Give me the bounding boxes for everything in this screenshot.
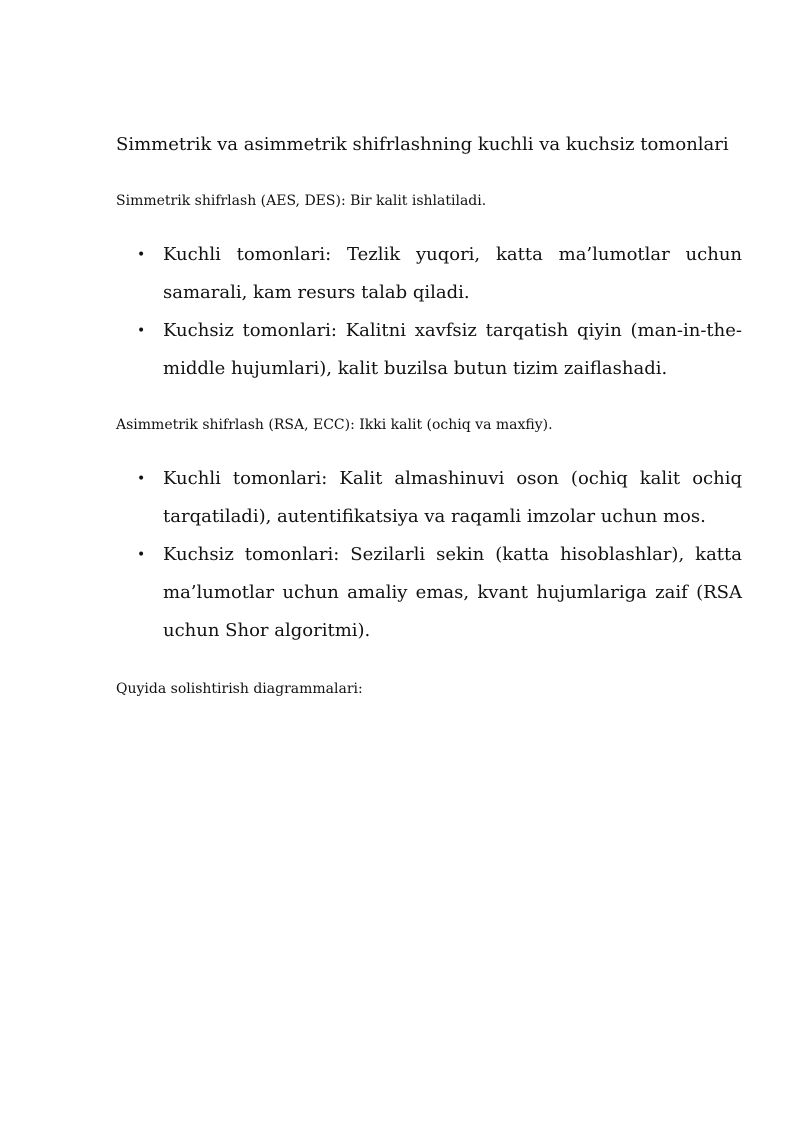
asymmetric-list	[0, 460, 742, 650]
symmetric-weaknesses: Kuchsiz tomonlari: Kalitni xavfsiz tarqatish qiyin (man-in-the-middle hujumlari), kalit buzilsa butun tizim zaiflashadi.	[163, 320, 742, 379]
list-item	[137, 460, 742, 536]
bullet-icon: •	[137, 247, 146, 263]
document-title: Simmetrik va asimmetrik shifrlashning kuchli va kuchsiz tomonlari	[116, 134, 729, 155]
diagram-intro: Quyida solishtirish diagrammalari:	[116, 681, 363, 697]
asymmetric-weaknesses: Kuchsiz tomonlari: Sezilarli sekin (katta hisoblashlar), katta ma’lumotlar uchun amaliy emas, kvant hujumlariga zaif (RSA uchun Shor algoritmi).	[163, 544, 742, 641]
symmetric-heading: Simmetrik shifrlash (AES, DES): Bir kalit ishlatiladi.	[116, 193, 487, 209]
bullet-icon: •	[137, 471, 146, 487]
symmetric-list	[0, 236, 742, 388]
bullet-icon: •	[137, 547, 146, 563]
list-item	[137, 536, 742, 650]
asymmetric-strengths: Kuchli tomonlari: Kalit almashinuvi oson (ochiq kalit ochiq tarqatiladi), autentifikatsiya va raqamli imzolar uchun mos.	[163, 468, 742, 527]
bullet-icon: •	[137, 323, 146, 339]
symmetric-strengths: Kuchli tomonlari: Tezlik yuqori, katta ma’lumotlar uchun samarali, kam resurs talab qiladi.	[163, 244, 742, 303]
asymmetric-heading: Asimmetrik shifrlash (RSA, ECC): Ikki kalit (ochiq va maxfiy).	[116, 417, 553, 433]
list-item	[137, 236, 742, 312]
list-item	[137, 312, 742, 388]
